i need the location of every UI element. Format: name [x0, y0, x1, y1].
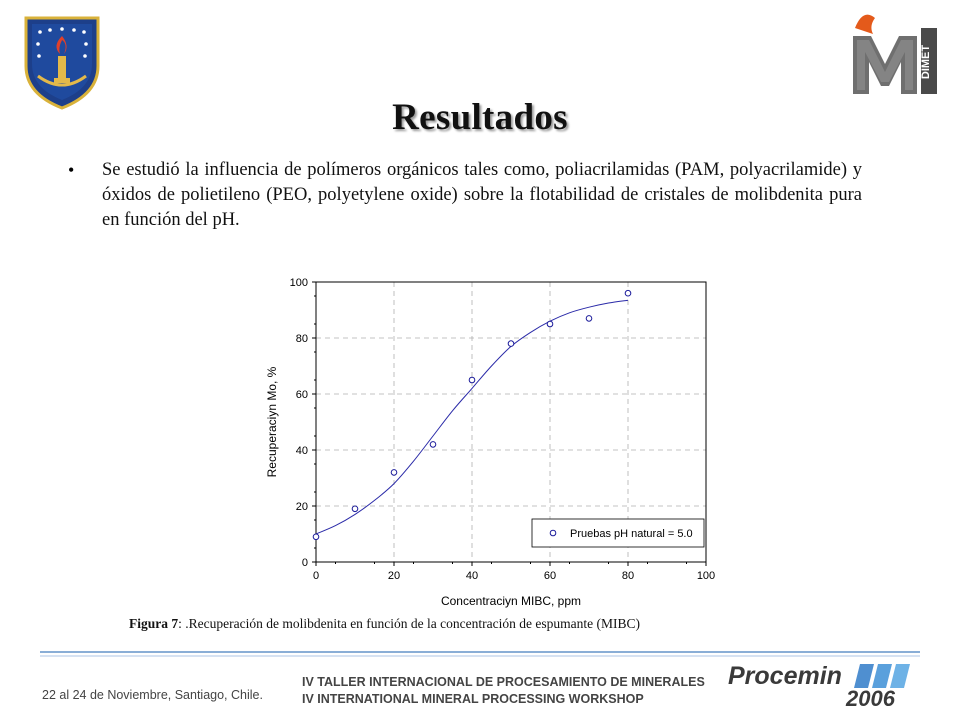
- data-point: [352, 506, 358, 512]
- figure-caption: [129, 616, 640, 632]
- y-axis-label: Recuperaciyn Mo, %: [265, 366, 279, 478]
- y-tick-label: 20: [295, 501, 308, 513]
- x-tick-label: 80: [621, 570, 635, 582]
- figure-label: Figura 7: [129, 616, 179, 631]
- data-point: [547, 321, 553, 327]
- x-tick-label: 60: [543, 570, 557, 582]
- figure-caption-text: : .Recuperación de molibdenita en función de la concentración de espumante (MIBC): [178, 616, 640, 631]
- data-point: [469, 377, 475, 383]
- bullet-paragraph: [68, 158, 862, 233]
- bullet-dot-icon: •: [68, 160, 75, 180]
- recovery-chart: [250, 268, 730, 614]
- footer-line-english: IV INTERNATIONAL MINERAL PROCESSING WORKSHOP: [302, 692, 644, 706]
- legend: [532, 519, 704, 547]
- y-tick-label: 100: [289, 277, 308, 289]
- y-tick-label: 60: [295, 389, 308, 401]
- footer-event-title: [302, 674, 705, 708]
- data-point: [625, 290, 631, 296]
- y-tick-label: 40: [295, 445, 308, 457]
- slide-title: Resultados: [392, 97, 568, 138]
- legend-marker: [550, 530, 556, 536]
- procemin-wordmark: Procemin: [728, 662, 842, 690]
- x-axis-label: Concentraciyn MIBC, ppm: [440, 594, 582, 608]
- x-tick-label: 0: [312, 570, 320, 582]
- data-point: [508, 341, 514, 347]
- data-point: [586, 316, 592, 322]
- footer-date-location: 22 al 24 de Noviembre, Santiago, Chile.: [42, 688, 263, 702]
- footer-divider: [40, 650, 920, 658]
- dimet-logo: [845, 8, 945, 98]
- y-tick-label: 80: [295, 333, 308, 345]
- x-tick-label: 100: [696, 570, 716, 582]
- footer-line-spanish: IV TALLER INTERNACIONAL DE PROCESAMIENTO DE MINERALES: [302, 675, 705, 689]
- y-tick-label: 0: [301, 557, 308, 569]
- legend-label: Pruebas pH natural = 5.0: [570, 528, 693, 540]
- x-tick-label: 40: [465, 570, 479, 582]
- dimet-text: DIMET: [920, 44, 932, 80]
- data-point: [391, 470, 397, 476]
- x-tick-label: 20: [387, 570, 401, 582]
- data-point: [313, 534, 319, 540]
- bullet-text: Se estudió la influencia de polímeros orgánicos tales como, poliacrilamidas (PAM, polyacrilamide) y óxidos de polietileno (PEO, polyetylene oxide) sobre la flotabilidad de cristales de molibdenita pura en función del pH.: [102, 160, 862, 230]
- procemin-year: 2006: [846, 686, 895, 711]
- data-point: [430, 442, 436, 448]
- procemin-logo: [728, 662, 918, 714]
